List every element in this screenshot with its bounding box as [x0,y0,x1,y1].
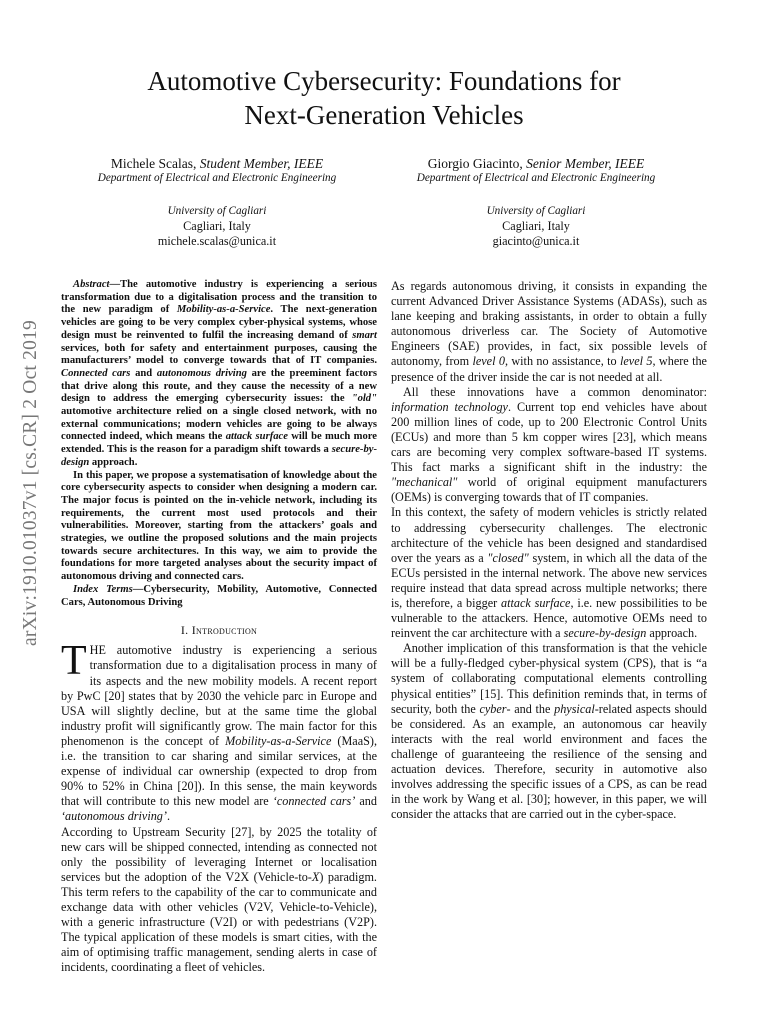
author-name-line [62,156,372,171]
intro-emphasis: X [311,869,320,884]
left-column [61,279,377,975]
intro-emphasis: secure-by-design [563,626,647,641]
abstract-emphasis: Connected cars [61,367,131,379]
author-city: Cagliari, Italy [502,219,570,233]
author-email: giacinto@unica.it [492,234,580,248]
intro-emphasis: ‘autonomous driving’ [61,809,167,824]
author-city: Cagliari, Italy [183,219,251,233]
intro-text: ) paradigm. This term refers to the capability of the car to communicate and exchange data with other vehicles (V2V, Vehicle-to-Vehicle), with a generic infrastructure (V2I) or with pedestrians (V2P). The typical application of these models is smart cities, with the aim of optimising traffic management, sending alerts in case of incidents, coordinating a fleet of vehicles. [61,869,377,975]
intro-emphasis: Mobility-as-a-Service [225,733,332,748]
author-role: Senior Member, IEEE [526,156,645,171]
author-block-scalas [62,156,372,249]
intro-text: system, in which all the data of the ECUs persisted in the internal network. The above new services require instead that data spread across multiple networks; there is, therefore, a bigger [391,550,707,610]
intro-text: and [355,794,377,809]
abstract-paragraph-2: In this paper, we propose a systematisation of knowledge about the core cybersecurity aspects to consider when designing a modern car. The major focus is pointed on the in-vehicle network, including its requirements, the current most used protocols and their vulnerabilities. Moreover, starting from the attackers’ goals and strategies, we outline the proposed solutions and the main projects towards secure architectures. In this way, we aim to provide the foundations for more targeted analyses about the security impact of autonomous driving and connected cars. [61,469,377,583]
intro-text: approach. [646,626,698,641]
abstract-emphasis: autonomous driving [156,367,247,379]
intro-paragraph-2 [61,825,377,976]
intro-text: (MaaS), i.e. the transition to car sharing and similar services, at the expense of individual car ownership (expected to drop from 90% to 52% in China [20]). In this sense, the main keywords that will contribute to this new model are [61,733,377,809]
author-department: Department of Electrical and Electronic Engineering [416,172,656,184]
intro-text: In this context, the safety of modern vehicles is strictly related to addressing cybersecurity challenges. The electronic architecture of the vehicle has been designed and standardised over the years as a [391,505,707,565]
intro-text: Another implication of this transformation is that the vehicle will be a fully-fledged cyber-physical system (CPS), that is “a system of collaborating computational elements controlling physical entities” [15]. This definition reminds that, in terms of security, both the [391,641,707,716]
abstract-text: The automotive industry is experiencing a serious transformation due to a digitalisation process and the transition to the new paradigm of [61,279,377,316]
intro-emphasis: attack surface [501,595,571,610]
abstract-label: Abstract [73,279,110,290]
abstract-dash: — [109,279,121,290]
author-name-line [381,156,691,171]
arxiv-identifier: arXiv:1910.01037v1 [cs.CR] 2 Oct 2019 [20,320,41,646]
intro-text: , i.e. new possibilities to be vulnerable to the attackers. Hence, automotive OEMs need to reinvent the car architecture with a [391,595,707,641]
section-heading-introduction: I. Introduction [180,623,258,638]
index-terms-label: Index Terms [73,583,133,595]
right-column [391,279,707,822]
intro-emphasis: "mechanical" [391,475,458,490]
abstract-text: and [130,367,157,379]
intro-paragraph-1 [61,638,377,824]
title-line-1: Automotive Cybersecurity: Foundations for [147,66,621,96]
intro-text: - and the [506,701,555,716]
drop-cap: T [61,638,87,685]
author-university: University of Cagliari [167,205,267,217]
abstract-text: will be much more extended. This is the reason for a paradigm shift towards a [61,431,378,456]
author-department: Department of Electrical and Electronic Engineering [97,172,337,184]
intro-text: -related aspects should be considered. As an example, an autonomous car heavily interacts with the real world environment and faces the challenge of guaranteeing the resilience of the sensing and actuation devices. Therefore, security in automotive also involves addressing the specific issues of a CPS, as can be read in the work by Wang et al. [30]; however, in this paper, we will consider the attacks that are carried out in the cyber-space. [391,701,707,822]
abstract-text: services, both for safety and entertainment purposes, causing the manufacturers’ model to converge towards that of IT companies. [61,342,377,367]
author-university: University of Cagliari [486,205,586,217]
abstract-text: automotive architecture relied on a single closed network, with no external communications; modern vehicles are going to be always connected indeed, which means the [61,406,377,443]
intro-emphasis: level 0 [472,354,505,369]
index-terms-dash: — [132,583,144,595]
intro-emphasis: information technology [391,399,508,414]
abstract-text: approach. [89,456,138,468]
intro-text: world of original equipment manufacturers (OEMs) is converging towards that of IT companies. [391,475,707,505]
intro-text: . Current top end vehicles have about 200 million lines of code, up to 200 Electronic Control Units (ECUs) and more than 5 km copper wires [23], which means cars are becoming very complex software-based IT systems. This fact marks a significant shift in the industry: the [391,399,708,475]
abstract-emphasis: smart [352,329,377,341]
author-block-giacinto [381,156,691,249]
author-role: Student Member, IEEE [199,156,324,171]
intro-emphasis: physical [554,701,595,716]
title-line-2: Next-Generation Vehicles [244,100,524,130]
intro-paragraph-3 [391,279,707,385]
intro-text: , where the presence of the driver inside the car is not needed at all. [391,354,707,384]
intro-text: , with no assistance, to [504,354,621,369]
intro-emphasis: level 5 [620,354,653,369]
intro-emphasis: ‘connected cars’ [272,794,356,809]
index-terms-list: Cybersecurity, Mobility, Automotive, Connected Cars, Autonomous Driving [61,583,377,608]
intro-text: According to Upstream Security [27], by 2025 the totality of new cars will be shipped connected, intending as connected not only the possibility of leveraging Internet or localisation services but the adoption of the V2X (Vehicle-to- [61,824,377,884]
abstract-text: are the preeminent factors that drive along this route, and they cause the necessity of a new design to address the emerging cybersecurity issues: the [61,367,377,405]
author-email: michele.scalas@unica.it [157,234,277,248]
arxiv-sidebar-stamp [8,283,54,683]
intro-emphasis: cyber [479,701,507,716]
paper-title [60,64,708,132]
author-name: Giorgio Giacinto, [427,156,527,171]
abstract-emphasis: Mobility-as-a-Service [176,304,271,316]
abstract-emphasis: attack surface [225,431,288,443]
intro-text: All these innovations have a common denominator: [403,384,707,399]
abstract-emphasis: "old" [351,393,377,405]
index-terms [61,584,377,609]
intro-text: As regards autonomous driving, it consists in expanding the current Advanced Driver Assistance Systems (ADASs), such as lane keeping and braking assistants, in order to obtain a fully autonomous driverless car. The Society of Automotive Engineers (SAE) provides, in fact, six possible levels of autonomy, from [391,279,707,369]
intro-emphasis: "closed" [487,550,529,565]
abstract-emphasis: secure-by-design [61,444,377,468]
intro-paragraph-5 [391,505,707,641]
abstract-paragraph-1 [61,279,377,470]
intro-text: HE automotive industry is experiencing a serious transformation due to a digitalisation process in many of its aspects and the new mobility models. A recent report by PwC [20] states that by 2030 the vehicle parc in Europe and USA will slightly decline, but at the same time the global industry profit will significantly grow. The main factor for this phenomenon is the concept of [61,643,377,748]
intro-paragraph-4 [391,385,707,506]
abstract-text: . The next-generation vehicles are going to be very complex cyber-physical systems, whose design must be reinvented to fulfil the increasing demand of [61,304,377,341]
intro-paragraph-6 [391,641,707,822]
author-name: Michele Scalas, [110,156,200,171]
intro-text: . [166,809,171,824]
